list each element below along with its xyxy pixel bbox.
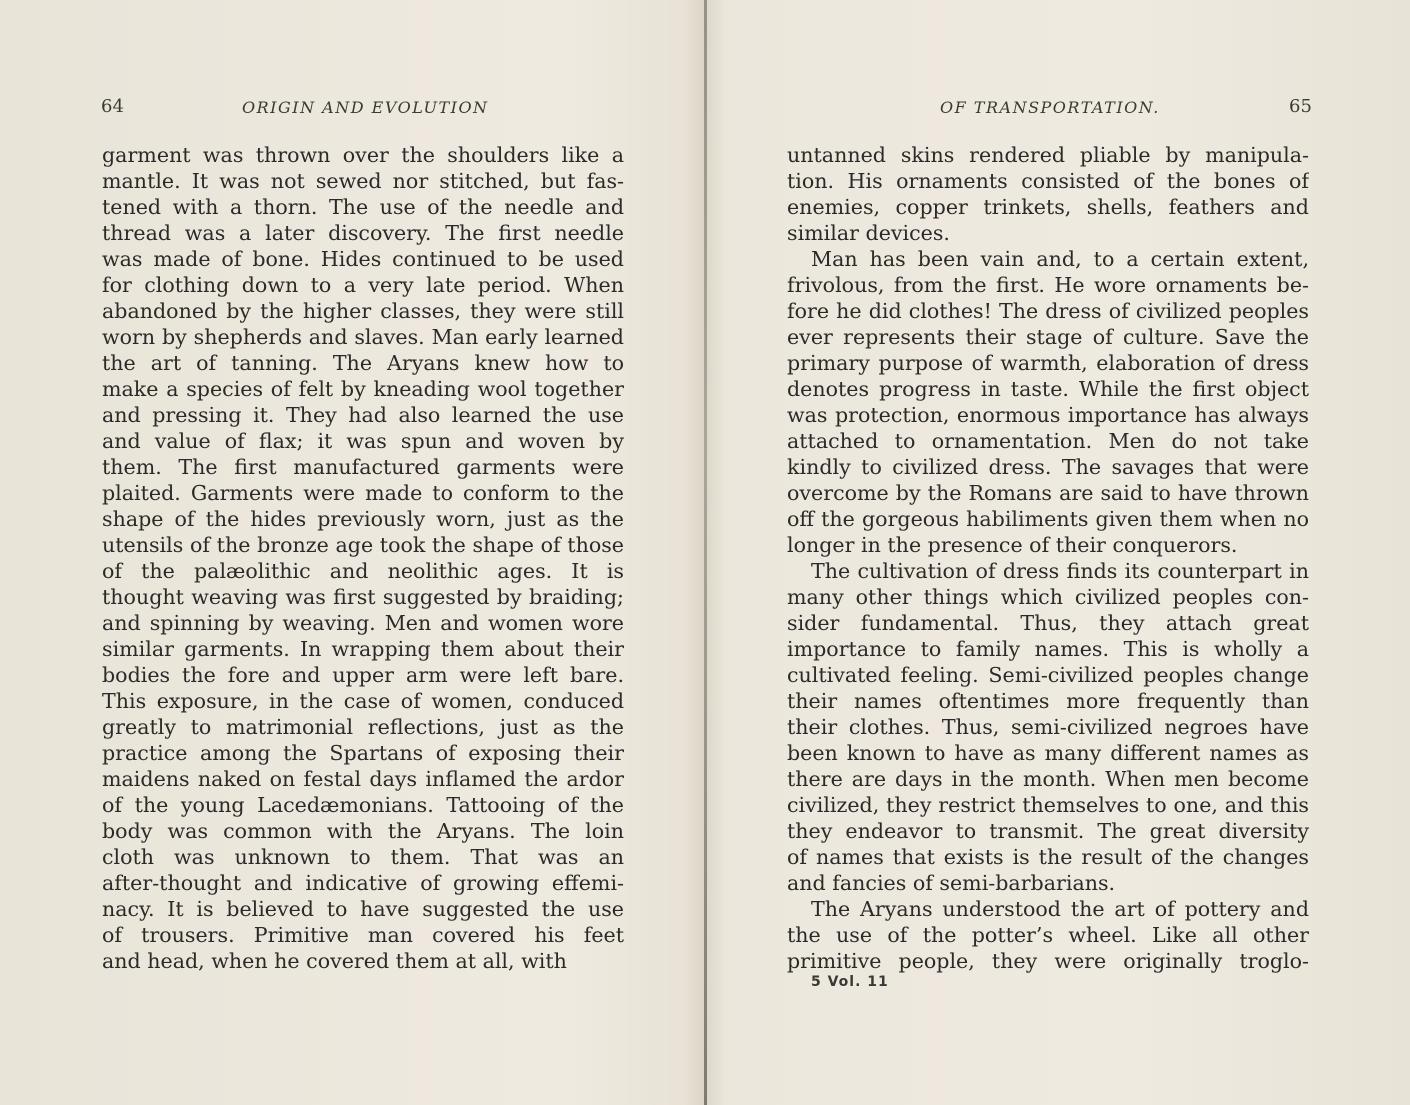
text-line: tion. His ornaments consisted of the bones of — [787, 169, 1309, 193]
left-page-number: 64 — [101, 96, 124, 117]
text-line: there are days in the month. When men become — [787, 767, 1309, 791]
text-line: and pressing it. They had also learned the use — [102, 403, 624, 427]
text-line: after-thought and indicative of growing effemi- — [102, 871, 624, 895]
text-line: thread was a later discovery. The first needle — [102, 221, 624, 245]
text-line: plaited. Garments were made to conform to the — [102, 481, 624, 505]
text-line: This exposure, in the case of women, conduced — [102, 689, 624, 713]
text-line: utensils of the bronze age took the shape of those — [102, 533, 624, 557]
text-line: the use of the potter’s wheel. Like all other — [787, 923, 1309, 947]
text-line: of the palæolithic and neolithic ages. It is — [102, 559, 624, 583]
text-line: untanned skins rendered pliable by manipula- — [787, 143, 1309, 167]
right-running-head: OF TRANSPORTATION. — [940, 98, 1160, 117]
text-line: and spinning by weaving. Men and women wore — [102, 611, 624, 635]
text-line: similar devices. — [787, 221, 950, 245]
text-line: for clothing down to a very late period. When — [102, 273, 624, 297]
text-line: bodies the fore and upper arm were left bare. — [102, 663, 624, 687]
text-line: worn by shepherds and slaves. Man early learned — [102, 325, 624, 349]
text-line: body was common with the Aryans. The loin — [102, 819, 624, 843]
text-line: Man has been vain and, to a certain extent, — [811, 247, 1309, 271]
text-line: nacy. It is believed to have suggested the use — [102, 897, 624, 921]
right-page-number: 65 — [1289, 96, 1312, 117]
text-line: many other things which civilized peoples con- — [787, 585, 1309, 609]
right-page — [707, 0, 1410, 1105]
text-line: ever represents their stage of culture. Save the — [787, 325, 1309, 349]
text-line: they endeavor to transmit. The great diversity — [787, 819, 1309, 843]
text-line: been known to have as many different names as — [787, 741, 1309, 765]
text-line: primary purpose of warmth, elaboration of dress — [787, 351, 1309, 375]
text-line: The cultivation of dress finds its counterpart in — [811, 559, 1309, 583]
text-line: off the gorgeous habiliments given them when no — [787, 507, 1309, 531]
text-line: make a species of felt by kneading wool together — [102, 377, 624, 401]
text-line: their names oftentimes more frequently than — [787, 689, 1309, 713]
text-line: frivolous, from the first. He wore ornaments be- — [787, 273, 1309, 297]
text-line: denotes progress in taste. While the first object — [787, 377, 1309, 401]
text-line: was protection, enormous importance has always — [787, 403, 1309, 427]
text-line: and head, when he covered them at all, with — [102, 949, 567, 973]
text-line: their clothes. Thus, semi-civilized negroes have — [787, 715, 1309, 739]
text-line: of trousers. Primitive man covered his feet — [102, 923, 624, 947]
left-page-body — [102, 142, 624, 974]
text-line: fore he did clothes! The dress of civilized peoples — [787, 299, 1309, 323]
text-line: importance to family names. This is wholly a — [787, 637, 1309, 661]
text-line: them. The first manufactured garments were — [102, 455, 624, 479]
text-line: cloth was unknown to them. That was an — [102, 845, 624, 869]
text-line: of the young Lacedæmonians. Tattooing of the — [102, 793, 624, 817]
text-line: overcome by the Romans are said to have thrown — [787, 481, 1309, 505]
text-line: The Aryans understood the art of pottery and — [811, 897, 1309, 921]
text-line: garment was thrown over the shoulders like a — [102, 143, 624, 167]
left-running-head: ORIGIN AND EVOLUTION — [242, 98, 489, 117]
text-line: similar garments. In wrapping them about their — [102, 637, 624, 661]
text-line: longer in the presence of their conquerors. — [787, 533, 1238, 557]
text-line: abandoned by the higher classes, they were still — [102, 299, 624, 323]
text-line: enemies, copper trinkets, shells, feathers and — [787, 195, 1309, 219]
text-line: was made of bone. Hides continued to be used — [102, 247, 624, 271]
text-line: attached to ornamentation. Men do not take — [787, 429, 1309, 453]
text-line: and fancies of semi-barbarians. — [787, 871, 1116, 895]
text-line: practice among the Spartans of exposing their — [102, 741, 624, 765]
left-page — [0, 0, 704, 1105]
text-line: civilized, they restrict themselves to one, and this — [787, 793, 1309, 817]
text-line: sider fundamental. Thus, they attach great — [787, 611, 1309, 635]
text-line: mantle. It was not sewed nor stitched, but fas- — [102, 169, 624, 193]
text-line: tened with a thorn. The use of the needle and — [102, 195, 624, 219]
text-line: primitive people, they were originally troglo- — [787, 949, 1309, 973]
text-line: cultivated feeling. Semi-civilized peoples change — [787, 663, 1309, 687]
text-line: and value of flax; it was spun and woven by — [102, 429, 624, 453]
text-line: the art of tanning. The Aryans knew how to — [102, 351, 624, 375]
text-line: maidens naked on festal days inflamed the ardor — [102, 767, 624, 791]
text-line: greatly to matrimonial reflections, just as the — [102, 715, 624, 739]
right-page-body — [787, 142, 1309, 974]
text-line: shape of the hides previously worn, just as the — [102, 507, 624, 531]
text-line: kindly to civilized dress. The savages that were — [787, 455, 1309, 479]
text-line: thought weaving was first suggested by braiding; — [102, 585, 624, 609]
text-line: of names that exists is the result of the changes — [787, 845, 1309, 869]
signature-mark: 5 Vol. 11 — [811, 974, 889, 990]
